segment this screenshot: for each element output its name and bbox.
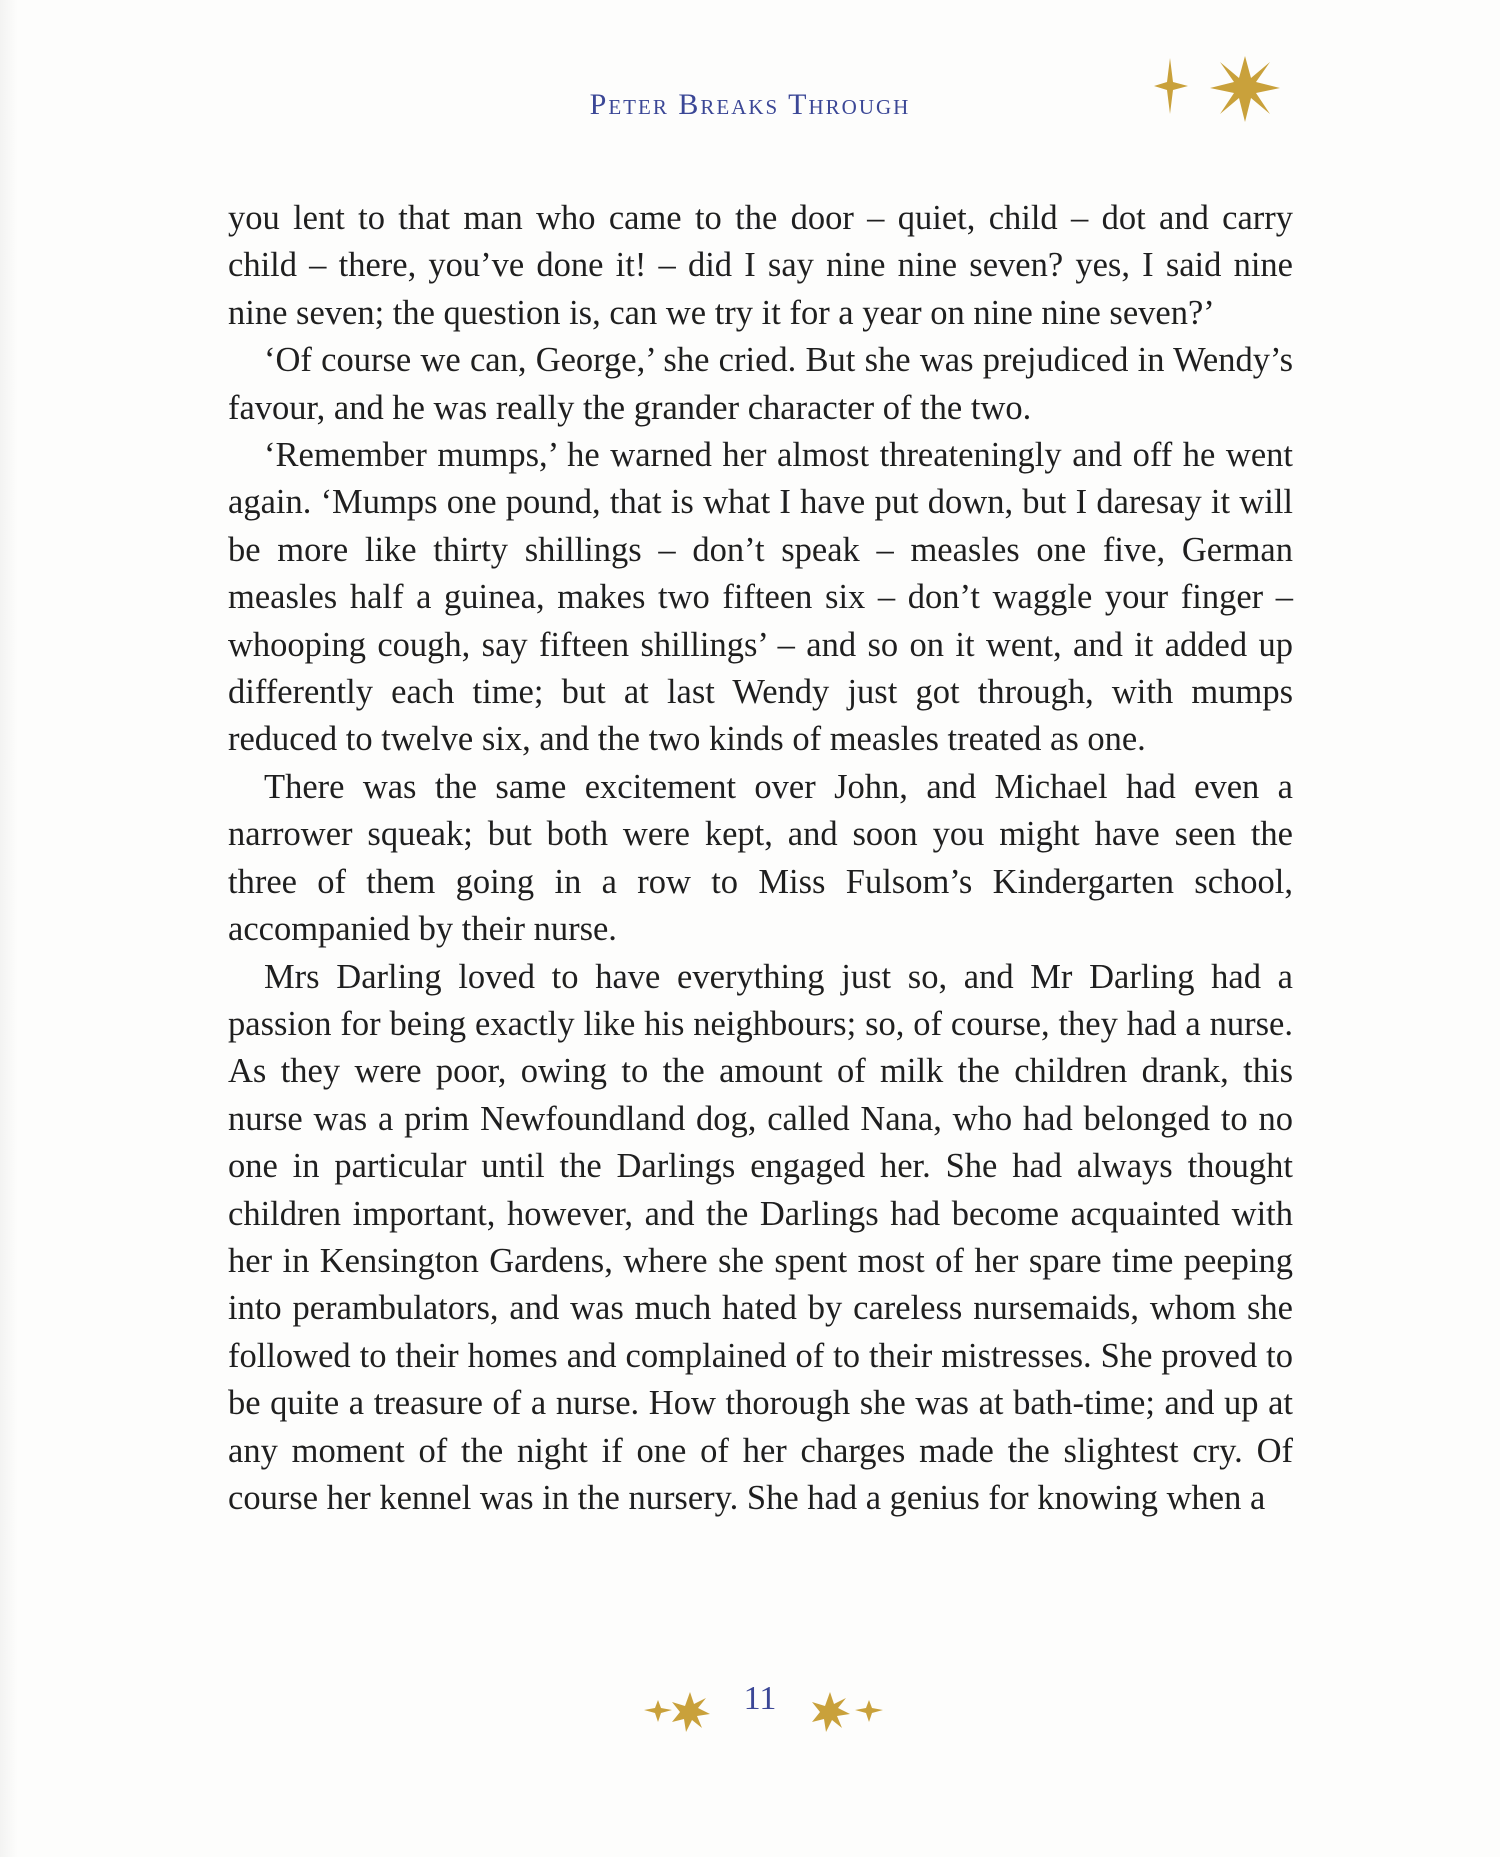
header-stars-decoration bbox=[1150, 48, 1300, 128]
paragraph: Mrs Darling loved to have everything just so, and Mr Darling had a passion for being exactly like his neighbours; so, of course, they had a nurse. As they were poor, owing to the amount of milk the children drank, this nurse was a prim Newfoundland dog, called Nana, who had belonged to no one in particular until the Darlings engaged her. She had always thought children important, however, and the Darlings had become acquainted with her in Kensington Gardens, where she spent most of her spare time peeping into perambulators, and was much hated by careless nursemaids, whom she followed to their homes and complained of to their mistresses. She proved to be quite a treasure of a nurse. How thorough she was at bath-time; and up at any moment of the night if one of her charges made the slightest cry. Of course her kennel was in the nursery. She had a genius for knowing when a bbox=[228, 957, 1293, 1517]
right-star-large-icon bbox=[812, 1692, 850, 1732]
body-text bbox=[228, 195, 1293, 1522]
right-star-small-icon bbox=[855, 1700, 883, 1722]
running-head: Peter Breaks Through bbox=[589, 88, 911, 121]
paragraph: you lent to that man who came to the door – quiet, child – dot and carry child – there, you’ve done it! – did I say nine nine seven? yes, I said nine nine seven; the question is, can we try it for a year on nine nine seven?’ bbox=[228, 199, 1293, 332]
left-star-large-icon bbox=[672, 1692, 710, 1732]
large-star-icon bbox=[1210, 56, 1280, 122]
page-number: 11 bbox=[743, 1680, 777, 1717]
paragraph: ‘Remember mumps,’ he warned her almost threateningly and off he went again. ‘Mumps one pound, that is what I have put down, but I daresay it will be more like thirty shillings – don’t speak – measles one five, German measles half a guinea, makes two fifteen six – don’t waggle your finger – whooping cough, say fifteen shillings’ – and so on it went, and it added up differently each time; but at last Wendy just got through, with mumps reduced to twelve six, and the two kinds of measles treated as one. bbox=[228, 436, 1293, 759]
page-edge-shadow bbox=[0, 0, 18, 1857]
paragraph: There was the same excitement over John, and Michael had even a narrower squeak; but both were kept, and soon you might have seen the three of them going in a row to Miss Fulsom’s Kindergarten school, accompanied by their nurse. bbox=[228, 767, 1293, 949]
small-star-icon bbox=[1154, 58, 1188, 114]
paragraph: ‘Of course we can, George,’ she cried. But she was prejudiced in Wendy’s favour, and he was really the grander character of the two. bbox=[228, 341, 1293, 427]
left-star-small-icon bbox=[644, 1700, 672, 1722]
